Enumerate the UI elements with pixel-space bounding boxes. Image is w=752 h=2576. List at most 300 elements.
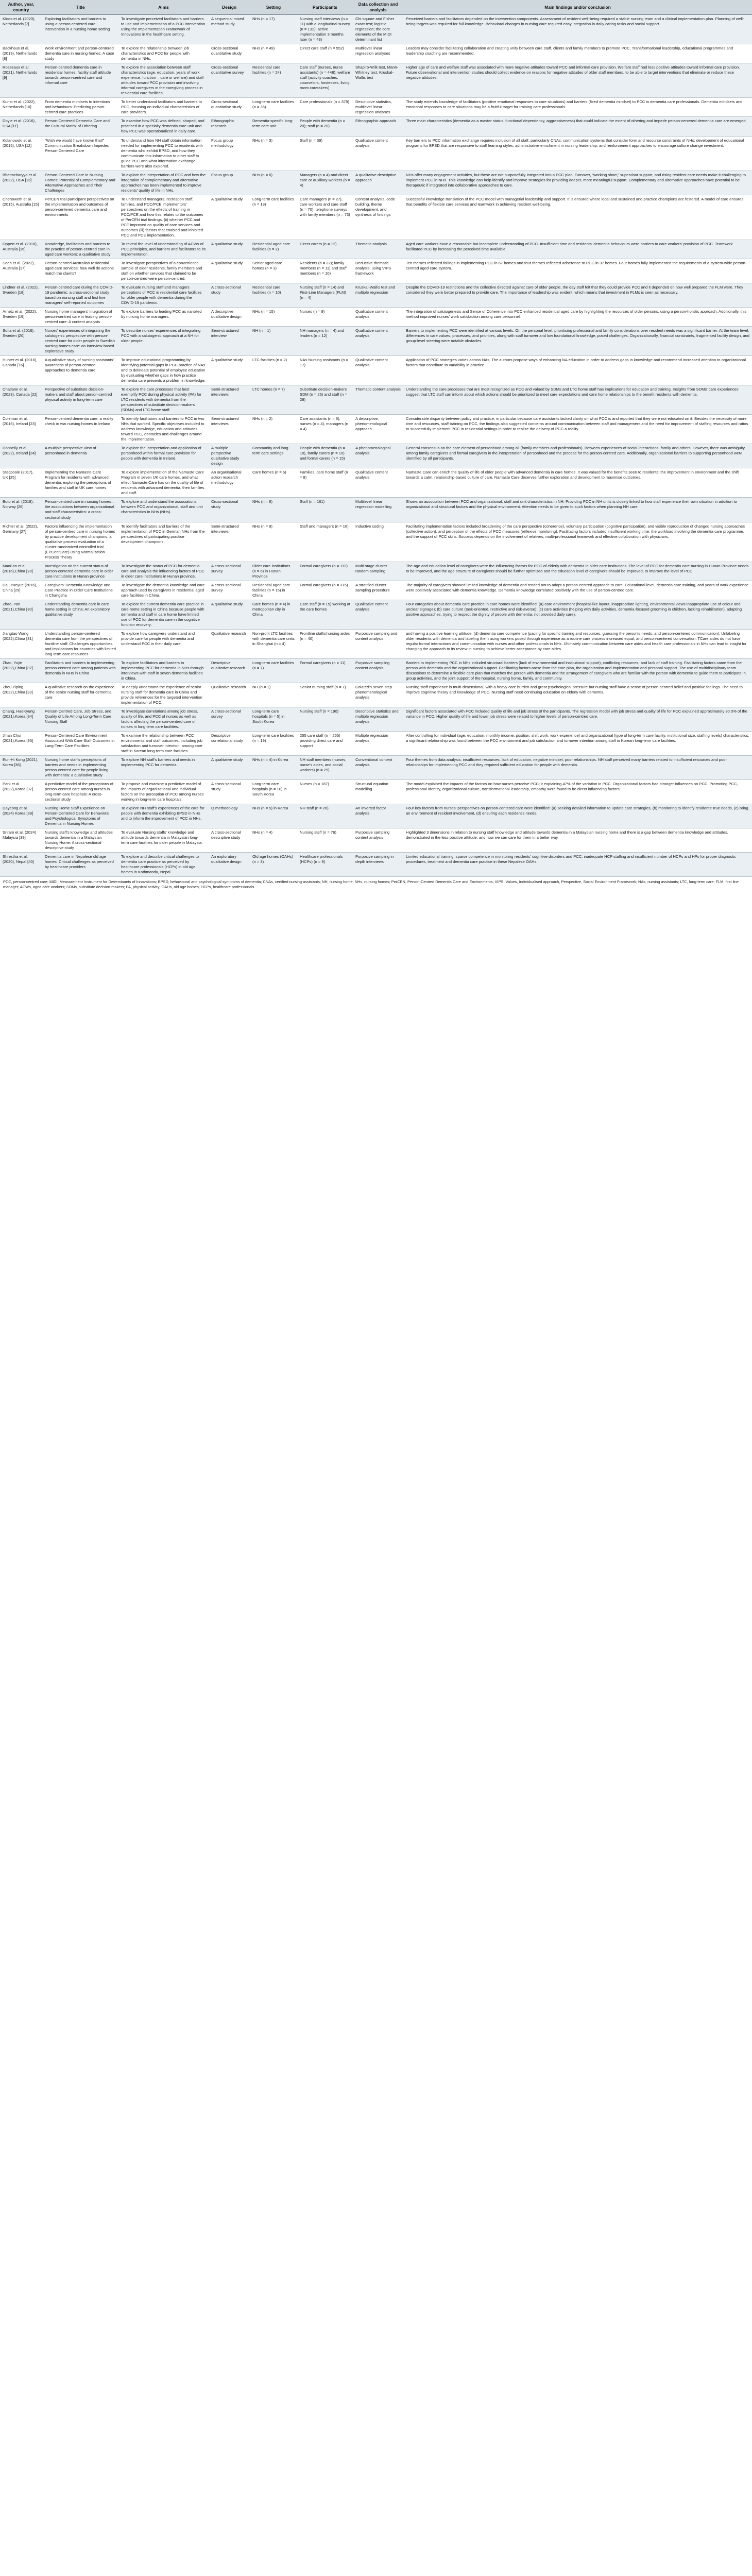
cell-findings: NHs offer many engagement activities, but these are not purposefully integrated into a PCC plan. Turnover, “working short,” supervisor support, and rising resident care needs make it challenging to implement PCC in NHs. This knowledge can help identify and improve strategies for providing deeper, more meaningful support. Complementary and alternative approaches have potential to be therapeutic if integrated into collaborative approaches to care. — [403, 171, 752, 195]
cell-design: Qualitative research — [209, 629, 250, 658]
cell-author: Zhou Yiping (2022),China [33] — [0, 683, 42, 707]
cell-data-collection: Shapiro-Wilk test, Mann-Whitney test, Kruskal-Wallis test — [353, 63, 403, 98]
cell-findings: The age and education level of caregivers were the influencing factors for PCC of elderly with dementia in older care institutions. The level of PCC for dementia care nursing in Hunan Province needs to be improved, and the age structure of caregivers should be further optimized and the education level of caregivers should be improved, to improve the level of PCC. — [403, 562, 752, 581]
cell-participants: Families, care home staff (n = 8) — [297, 468, 353, 498]
cell-aims: To explore how caregivers understand and provide care for people with dementia and understand PCC in their daily care. — [118, 629, 209, 658]
cell-design: Semi-structured interviews — [209, 385, 250, 415]
cell-aims: To understand managers, recreation staff, families, and PCC/PCE implementors' perspectives on the effects of training in PCC/PCE and how this relates to the outcomes of PerCEN trial findings. (ii) whether PCC and PCE improved on quality of care services and outcomes (iii) factors that enabled and inhibited PCC and PCE implementation. — [118, 195, 209, 240]
header-setting: Setting — [250, 0, 297, 15]
cell-author: Zhao, Yujie (2022),China [32] — [0, 658, 42, 683]
cell-title: Dementia care in Nepalese old age homes: Critical challenges as perceived by healthcare providers — [42, 853, 118, 877]
cell-findings: Aged care workers have a reasonable but incomplete understanding of PCC. Insufficient time and residents' dementia behaviours were barriers to care workers' provision of PCC. Teamwork facilitated PCC by increasing the perceived time available. — [403, 240, 752, 259]
cell-setting: Long-term care facilities (n = 7) — [250, 658, 297, 683]
cell-setting: LTC homes (n = 7) — [250, 385, 297, 415]
cell-design: A qualitative study — [209, 756, 250, 780]
cell-title: Nurses' experiences of integrating the salutogenic perspective with person-centred care for older people in Swedish nursing homes care: an interview-based explorative study — [42, 327, 118, 356]
cell-setting: Care homes (n = 6) — [250, 468, 297, 498]
table-row — [0, 498, 752, 522]
table-row — [0, 63, 752, 98]
cell-title: Person-centred Australian residential aged care services: how well do actions match the claims? — [42, 259, 118, 283]
cell-findings: Despite the COVID-19 restrictions and the collective directed against care of older people, the day staff felt that they could provide PCC and it depended on how well prepared the FLM were. They considered they were better prepared to provide care. The importance of leadership was evident, which means that investment in FLMs is seen as necessary. — [403, 283, 752, 307]
cell-author: Dayeong et al. (2024) Korea [38] — [0, 804, 42, 828]
cell-aims: To explore implementation of the Namaste Care Program in seven UK care homes, and what effect Namaste Care has on the quality of life of residents with advanced dementia, their families and staff. — [118, 468, 209, 498]
cell-design: Q methodology — [209, 804, 250, 828]
cell-participants: Nursing staff interviews (n = 11) with a longitudinal survey (n = 132); active implementation 3 months later (n = 43) — [297, 15, 353, 44]
cell-data-collection: An inverted factor analysis — [353, 804, 403, 828]
table-row — [0, 468, 752, 498]
table-row — [0, 683, 752, 707]
table-row — [0, 356, 752, 385]
cell-participants: Formal caregivers (n = 11) — [297, 658, 353, 683]
cell-design: A cross-sectional survey — [209, 581, 250, 600]
cell-author: Coleman et al. (2016), Ireland [23] — [0, 415, 42, 444]
cell-aims: To identify facilitators and barriers to PCC in two NHs that worked. Specific objectives included to address knowledge, education and attitudes toward PCC, obstacles and challenges around the implementation. — [118, 415, 209, 444]
cell-author: Richter et al. (2022), Germany [27] — [0, 522, 42, 562]
cell-setting: NHs (n = 5) in Korea — [250, 804, 297, 828]
table-row — [0, 327, 752, 356]
cell-title: Exploring facilitators and barriers to using a person centered care intervention in a nursing home setting — [42, 15, 118, 44]
cell-aims: To better understand facilitators and barriers to PCC, focusing on individual characteristics of care providers. — [118, 98, 209, 117]
cell-findings: Considerable disparity between policy and practice, in particular because care assistants lacked clarity on what PCC is and reported that they were not educated on it. Besides the necessity of more time and resources, staff training on PCC, the findings also suggested concerns around communication between staff and management and the need for improvement of staffing resources and ratios to successfully implement PCC in residential settings in order to realize the delivery of PCC a reality. — [403, 415, 752, 444]
cell-setting: Older care institutions (n = 6) in Hunan Province — [250, 562, 297, 581]
cell-participants: Direct care staff (n = 552) — [297, 44, 353, 63]
cell-data-collection: A phenomenological analysis — [353, 444, 403, 468]
cell-participants: Care professionals (n = 379) — [297, 98, 353, 117]
cell-author: Boto et al. (2018), Norway [26] — [0, 498, 42, 522]
table-header — [0, 0, 752, 15]
cell-title: Nursing home staff's perceptions of barriers and needs in implementing person-centred care for people living with dementia: a qualitative study — [42, 756, 118, 780]
header-design: Design — [209, 0, 250, 15]
cell-setting: NHs (n = 4) in Korea — [250, 756, 297, 780]
cell-author: Jihan Choi (2021),Korea [35] — [0, 732, 42, 756]
header-data-collection: Data collection and analysis — [353, 0, 403, 15]
cell-title: Person-Centered Care Environment Associated With Care Staff Outcomes in Long-Term Care Facilities — [42, 732, 118, 756]
cell-findings: General consensus on the core element of personhood among all (family members and professionals). Between experiences of social interactions, family and others. However, there was ambiguity among family caregivers and formal caregivers in the interpretation of personhood and the process for the person-centred care. Additionally, organizational barriers to supporting personhood were identified by all participants. — [403, 444, 752, 468]
cell-design: Cross-sectional quantitative study — [209, 98, 250, 117]
cell-aims: To explore the relationship between job characteristics and PCC for people with dementia in NHs. — [118, 44, 209, 63]
cell-data-collection: Structural equation modelling — [353, 780, 403, 804]
cell-setting: NHs (n = 3) — [250, 136, 297, 171]
cell-data-collection: Ethnographic approach — [353, 117, 403, 136]
cell-data-collection: Conventional content analysis — [353, 756, 403, 780]
cell-author: Chenoweth et al. (2015), Australia [15] — [0, 195, 42, 240]
cell-title: From dementia mindsets to intentions and behaviours: Predicting person-centred care practices — [42, 98, 118, 117]
table-row — [0, 171, 752, 195]
cell-setting: NHs (n = 17) — [250, 15, 297, 44]
cell-title: PerCEN trial participant perspectives on the implementation and outcomes of person-centered dementia care and environments — [42, 195, 118, 240]
cell-data-collection: A stratified cluster sampling procedure — [353, 581, 403, 600]
cell-aims: To explore and understand the associations between PCC and organizational, staff and unit characteristics in NHs (NHs). — [118, 498, 209, 522]
cell-participants: Nursing staff (n = 190) — [297, 707, 353, 732]
cell-findings: Nursing staff experience is multi-dimensional, with a heavy care burden and great psychological pressure but nursing staff have a sense of person-centred belief and positive feelings. The need to improve cognitive theory and knowledge of PCC. Nursing staff need continuing education on elderly with dementia. — [403, 683, 752, 707]
cell-author: Kolanowski et al. (2015), USA [12] — [0, 136, 42, 171]
cell-participants: Staff (n = 161) — [297, 498, 353, 522]
cell-findings: The majority of caregivers showed limited knowledge of dementia and tended not to adopt a person-centred approach to care. Educational level, dementia care training, and years of work experience were positively associated with dementia knowledge. Dementia knowledge correlated positively with the use of person-centred care. — [403, 581, 752, 600]
cell-participants: NH staff (n = 26) — [297, 804, 353, 828]
cell-participants: Nurses (n = 187) — [297, 780, 353, 804]
cell-data-collection: Multi-stage cluster random sampling — [353, 562, 403, 581]
cell-setting: NH (n = 1) — [250, 683, 297, 707]
cell-title: Person-centred dementia care in residential homes: facility staff attitude towards person-centred care and informal care — [42, 63, 118, 98]
cell-title: Implementing the Namaste Care Program for residents with advanced dementia: exploring the perceptions of families and staff in UK care homes — [42, 468, 118, 498]
cell-data-collection: Qualitative content analysis — [353, 136, 403, 171]
cell-setting: Long-term care facilities (n = 19) — [250, 195, 297, 240]
cell-setting: Long-term care hospitals (n = 5) in South Korea — [250, 707, 297, 732]
literature-table — [0, 0, 752, 877]
table-row — [0, 756, 752, 780]
cell-title: Knowledge, facilitators and barriers to the practice of person-centred care in aged care workers: a qualitative study — [42, 240, 118, 259]
cell-data-collection: Qualitative content analysis — [353, 307, 403, 326]
table-row — [0, 98, 752, 117]
cell-setting: NHs (n = 6) — [250, 498, 297, 522]
cell-design: Focus group methodology — [209, 136, 250, 171]
cell-participants: Nurses (n = 9) — [297, 307, 353, 326]
table-row — [0, 658, 752, 683]
cell-title: Person-Centered Dementia Care and the Cultural Matrix of Othering — [42, 117, 118, 136]
cell-participants: Frontline staffs/nursing aides (n = 40) — [297, 629, 353, 658]
cell-findings: Significant factors associated with PCC included quality of life and job stress of the participants. The regression model with job stress and quality of life for PCC explained approximately 30.0% of the variance in PCC. Higher quality of life and lower job stress were related to higher levels of person-centred care. — [403, 707, 752, 732]
cell-design: A multiple perspective qualitative study design — [209, 444, 250, 468]
table-row — [0, 600, 752, 629]
cell-title: Investigation on the current status of person-centered dementia care in older care institutions in Hunan province — [42, 562, 118, 581]
cell-data-collection: Purposive sampling and content analysis — [353, 629, 403, 658]
cell-title: Person-Centred Care, Job Stress, and Quality of Life Among Long-Term Care Nursing Staff — [42, 707, 118, 732]
cell-aims: To deeply understand the experience of senior nursing staff for dementia care in China and provide references for the targeted intervention implementation of PCC. — [118, 683, 209, 707]
cell-aims: To explore NH staff's barriers and needs in implementing PCC for dementia. — [118, 756, 209, 780]
cell-design: Cross-sectional quantitative study — [209, 44, 250, 63]
cell-data-collection: Purposive sampling in depth interviews — [353, 853, 403, 877]
cell-findings: Four themes from data analysis: insufficient resources, lack of education, negative mindset, poor relationships. NH staff perceived many barriers related to insufficient resources and poor relationships for implementing PCC and they required sufficient education for people with dementia. — [403, 756, 752, 780]
cell-data-collection: Content analysis, code building, theme development, and synthesis of findings — [353, 195, 403, 240]
table-row — [0, 804, 752, 828]
cell-setting: NH (n = 1) — [250, 327, 297, 356]
cell-setting: Old age homes (OAHs) (n = 3) — [250, 853, 297, 877]
cell-design: A qualitative study — [209, 240, 250, 259]
header-title: Title — [42, 0, 118, 15]
cell-participants: Substitute decision-makers SDM (n = 26) and staff (n = 28) — [297, 385, 353, 415]
cell-findings: Ten themes reflected failings in implementing PCC in 67 homes and four themes reflected adherence to PCC in 37 homes. Four homes fully implemented the requirements of a system-wide person-centred aged care system. — [403, 259, 752, 283]
table-row — [0, 195, 752, 240]
cell-aims: To explore and describe critical challenges to dementia care practice as perceived by healthcare professionals (HCPs) in old age homes in Kathmandu, Nepal. — [118, 853, 209, 877]
cell-title: Nursing staff's knowledge and attitudes towards dementia in a Malaysian Nursing Home: A cross-sectional descriptive study — [42, 828, 118, 853]
table-row — [0, 240, 752, 259]
cell-findings: The integration of salutogenesis and Sense of Coherence into PCC enhanced residential aged care by highlighting the resources of older persons, using a person-holistic approach. Additionally, this method improved nurses' work satisfaction among care personnel. — [403, 307, 752, 326]
cell-aims: To explore the interpretation and application of personhood within formal care provision for people with dementia in Ireland. — [118, 444, 209, 468]
cell-title: A predictive model of the perceptions of person-centred care among nurses in long-term care hospitals: A cross-sectional study — [42, 780, 118, 804]
cell-findings: The study extends knowledge of facilitators (positive emotional responses to care situations) and barriers (fixed dementia mindset) to PCC in dementia care professionals. Dementia mindsets and emotional responses to care situations may be a fruitful target for training care professionals. — [403, 98, 752, 117]
cell-participants: Staff (n = 39) — [297, 136, 353, 171]
cell-participants: Residents (n = 22); family members (n = 11) and staff members (n = 10) — [297, 259, 353, 283]
table-row — [0, 444, 752, 468]
cell-design: A cross-sectional study — [209, 283, 250, 307]
table-row — [0, 522, 752, 562]
cell-author: Donnelly et al. (2022), Ireland [24] — [0, 444, 42, 468]
cell-design: A qualitative study — [209, 195, 250, 240]
cell-participants: Formal caregivers (n = 315) — [297, 581, 353, 600]
header-aims: Aims — [118, 0, 209, 15]
cell-title: Nursing Home Staff Experience on Person-Centered Care for Behavioral and Psychological Symptoms of Dementia in Nursing Homes — [42, 804, 118, 828]
cell-data-collection: Multiple regression analysis — [353, 732, 403, 756]
cell-findings: Facilitating implementation factors included broadening of the care perspective (coherence), voluntary participation (cognitive participation), and visible reproduction of changed nursing approaches (collective action), and perception of the effects of PCC measures (reflexive monitoring). Facilitating factors included insufficient working time, the workload involving the dementia care programme, and the support of PCC skills. Success depends on the involvement of relatives, multi-professional teamwork and effective collaboration with physicians. — [403, 522, 752, 562]
cell-aims: To investigate perspectives of a convenience sample of older residents, family members and staff on whether services that claimed to be person-centred were person-centred. — [118, 259, 209, 283]
cell-participants: NH staff members (nurses, nurse's aides, and social workers) (n = 29) — [297, 756, 353, 780]
cell-participants: Healthcare professionals (HCPs) (n = 9) — [297, 853, 353, 877]
table-row — [0, 44, 752, 63]
table-row — [0, 307, 752, 326]
cell-data-collection: Kruskal-Wallis test and multiple regression — [353, 283, 403, 307]
cell-author: Eun-Hi Kong (2021), Korea [36] — [0, 756, 42, 780]
cell-design: A qualitative study — [209, 356, 250, 385]
cell-participants: People with dementia (n = 20); staff (n = 20) — [297, 117, 353, 136]
cell-author: Seah et al. (2022), Australia [17] — [0, 259, 42, 283]
cell-setting: Residential care facilities (n = 24) — [250, 63, 297, 98]
cell-participants: Staff and managers (n = 16) — [297, 522, 353, 562]
table-container — [0, 0, 752, 892]
cell-design: Cross-sectional quantitative survey — [209, 63, 250, 98]
cell-author: Sriram et al. (2024) Malaysia [39] — [0, 828, 42, 853]
cell-title: Perspective of substitute decision-makers and staff about person-centred physical activity in long-term care — [42, 385, 118, 415]
cell-setting: Long-term care facilities (n = 36) — [250, 98, 297, 117]
cell-title: Caregivers' Dementia Knowledge and Care Practice in Older Care Institutions in Changsha — [42, 581, 118, 600]
cell-author: Park et al. (2022),Korea [37] — [0, 780, 42, 804]
cell-data-collection: Qualitative content analysis — [353, 468, 403, 498]
cell-findings: Leaders may consider facilitating collaboration and creating unity between care staff, clients and family members to promote PCC. Transformational leadership, educational programmes and leadership coaching are recommended. — [403, 44, 752, 63]
cell-participants: Care assistants (n = 6), nurses (n = 4), managers (n = 4) — [297, 415, 353, 444]
cell-participants: 255 care staff (n = 255) providing direct care and support — [297, 732, 353, 756]
cell-setting: NHs (n = 49) — [250, 44, 297, 63]
cell-design: Descriptive qualitative research — [209, 658, 250, 683]
cell-aims: To investigate the status of PCC for dementia care and analysis the influencing factors of PCC in older care institutions in Hunan province. — [118, 562, 209, 581]
cell-data-collection: Multilevel linear regression modelling — [353, 498, 403, 522]
cell-author: Chang, HaeKyung (2021),Korea [34] — [0, 707, 42, 732]
cell-aims: To propose and examine a predictive model of the impacts of organizational and individual factors on the perception of PCC among nurses working in long-term care hospitals. — [118, 780, 209, 804]
cell-title: “Wish we would have known that!” Communication Breakdown Impedes Person-Centered Care — [42, 136, 118, 171]
cell-aims: To examine the relationship between PCC environments and staff outcomes, including job satisfaction and turnover intention, among care staff in Korean long-term care facilities. — [118, 732, 209, 756]
table-row — [0, 853, 752, 877]
cell-title: Factors influencing the implementation of person-centred care in nursing homes by practice development champions: a qualitative process evaluation of a cluster-randomized controlled trial (EPCentCare) using Normalization Process Theory — [42, 522, 118, 562]
cell-author: Zhao, Yan (2021),China [30] — [0, 600, 42, 629]
cell-data-collection: A descriptive, phenomenological approach — [353, 415, 403, 444]
cell-aims: To describe nurses' experiences of integrating PCC with a salutogenic approach at a NH for older people. — [118, 327, 209, 356]
header-row — [0, 0, 752, 15]
cell-participants: Senior nursing staff (n = 7) — [297, 683, 353, 707]
table-row — [0, 15, 752, 44]
cell-design: Cross-sectional study — [209, 498, 250, 522]
table-row — [0, 707, 752, 732]
cell-aims: To identify facilitators and barriers of the implementation of PCC in German NHs from the perspectives of participating practice development champions. — [118, 522, 209, 562]
cell-author: Kunst et al. (2022), Netherlands [10] — [0, 98, 42, 117]
cell-title: Person-centred care during the COVID-19 pandemic: a cross-sectional study based on nursing staff and first line managers' self-reported outcomes — [42, 283, 118, 307]
cell-title: Person-Centered Care in Nursing Homes: Potential of Complementary and Alternative Approaches and Their Challenges — [42, 171, 118, 195]
cell-participants: Direct carers (n = 12) — [297, 240, 353, 259]
cell-aims: To explore the care processes that best exemplify PCC during physical activity (PA) for LTC residents with dementia from the perspectives of substitute decision-makers (SDMs) and LTC home staff. — [118, 385, 209, 415]
cell-data-collection: Thematic analysis — [353, 240, 403, 259]
cell-participants: Care staff (nurses, nurse assistants) (n = 448); welfare staff (activity coaches, counselors, hostesses, living room caretakers) — [297, 63, 353, 98]
cell-participants: Managers (n = 4) and direct care or auxiliary workers (n = 4) — [297, 171, 353, 195]
table-row — [0, 259, 752, 283]
cell-data-collection: Qualitative content analysis — [353, 356, 403, 385]
cell-setting: NHs (n = 9) — [250, 522, 297, 562]
table-row — [0, 629, 752, 658]
cell-title: A multiple perspective view of personhood in dementia — [42, 444, 118, 468]
cell-title: A qualitative study of nursing assistants' awareness of person-centred approaches to dementia care — [42, 356, 118, 385]
cell-design: A cross-sectional survey — [209, 562, 250, 581]
table-row — [0, 415, 752, 444]
cell-design: Semi-structured interviews — [209, 415, 250, 444]
cell-setting: Long-term care hospitals (n = 10) in South Korea — [250, 780, 297, 804]
cell-findings: Barriers to implementing PCC in NHs included structural barriers (lack of environmental and institutional support), conflicting resources, and lack of staff training. Facilitating factors came from the person with dementia and the organizational support. Facilitating factors arose from the care plan, the organization and implementation and personal support. The use of multidisciplinary team discussions to determine a flexible care plan that matches the person with dementia and the arrangement of caregivers who are familiar with the person with dementia to guide them to participate in group activities, and the joint support of the hospital, nursing home, family, and community. — [403, 658, 752, 683]
cell-aims: To evaluate Nursing staffs' knowledge and attitude towards dementia in Malaysian long-term care facilities for older people in Malaysia. — [118, 828, 209, 853]
cell-setting: NHs (n = 4) — [250, 828, 297, 853]
cell-design: A sequential mixed method study — [209, 15, 250, 44]
cell-setting: Care homes (n = 4) in metropolitan city in China — [250, 600, 297, 629]
cell-setting: LTC facilities (n = 2) — [250, 356, 297, 385]
cell-design: An exploratory qualitative design — [209, 853, 250, 877]
cell-data-collection: Purposive sampling content analysis — [353, 658, 403, 683]
cell-findings: Four key factors from nurses' perspectives on person-centered care were identified: (a) seeking detailed information to update care strategies, (b) monitoring to identify residents' true needs, (c) bring an environment of resident involvement, (d) ensuring each resident's needs. — [403, 804, 752, 828]
cell-design: Ethnographic research — [209, 117, 250, 136]
cell-author: MaoFan et al. (2016),China [28] — [0, 562, 42, 581]
cell-data-collection: Thematic content analysis — [353, 385, 403, 415]
table-row — [0, 385, 752, 415]
header-participants: Participants — [297, 0, 353, 15]
cell-title: Nursing home managers' integration of person-centred care in leading person-centred care: A content analysis — [42, 307, 118, 326]
cell-participants: People with dementia (n = 10), family carers (n = 10) and formal carers (n = 15) — [297, 444, 353, 468]
cell-aims: To improve educational programming by identifying potential gaps in PCC practice of NAs and to delineate potential of employee education by evaluating whether gaps in how practice dementia care presents a problem in knowledge. — [118, 356, 209, 385]
cell-setting: NHs (n = 15) — [250, 307, 297, 326]
cell-aims: To evaluate nursing staff and managers perceptions of PCC in residential care facilities for older people with dementia during the COVID-19 pandemic. — [118, 283, 209, 307]
cell-title: Person-centred care in nursing homes—the associations between organizational and staff characteristics: a cross-sectional study — [42, 498, 118, 522]
cell-setting: Community and long-term care settings — [250, 444, 297, 468]
cell-setting: Senior aged care homes (n = 3) — [250, 259, 297, 283]
cell-title: Person-centred dementia care: a reality check in two nursing homes in Ireland — [42, 415, 118, 444]
cell-participants: Care staff (n = 15) working at the care homes — [297, 600, 353, 629]
cell-design: A cross-sectional survey — [209, 707, 250, 732]
cell-author: Sofia et al. (2016), Sweden [20] — [0, 327, 42, 356]
cell-findings: and having a positive learning attitude: (d) dementia care competence (pacing for specific training and resources, guessing the person's needs, and person-centered communication). Unlabeling older residents with dementia and labeling them using workers posed through experience as a routine care process increased equal, and person-centered conversation. TCare aides do not have regular formal interactions and communication with nurses and other professionals in NHs. Ultimately communication between care aides and health care professionals in NHs can lead to insight for changing the approach to its review in nursing to achieve better acceptance by care aides. — [403, 629, 752, 658]
cell-aims: To investigate correlations among job stress, quality of life, and PCC of nurses as well as factors affecting the person-centred care of nurses in long term care facilities. — [118, 707, 209, 732]
cell-title: Facilitators and barriers to implementing person-centred care among patients with dementia in NHs in China — [42, 658, 118, 683]
cell-aims: To understand how NH staff obtain information needed for implementing PCC to residents with dementia who exhibit BPSD, and how they communicate this information to other staff to guide PCC and what information exchange barriers were also explored. — [118, 136, 209, 171]
cell-findings: Higher age of care and welfare staff was associated with more negative attitudes toward PCC and informal care provision. Welfare staff had less positive attitudes toward informal care provision. Future observational and intervention studies should collect evidence on reasons for negative attitudes of older staff members, to be able to target interventions that eliminate or reduce these negative attitudes. — [403, 63, 752, 98]
cell-setting: Residential aged care facilities (n = 2) — [250, 240, 297, 259]
cell-participants: Formal caregivers (n = 112) — [297, 562, 353, 581]
cell-aims: To explore NH staff's experiences of the care for people with dementia exhibiting BPSD in NHs and to inform the improvement of PCC in NHs. — [118, 804, 209, 828]
cell-findings: Successful knowledge translation of the PCC model with managerial leadership and support. It is ensured where local and sustained and practice champions are fostered. A model of care ensures that benefits of flexible care services and teamwork in achieving resident well-being. — [403, 195, 752, 240]
cell-setting: NHs (n = 2) — [250, 415, 297, 444]
cell-findings: Perceived barriers and facilitators depended on the intervention components. Assessment of resident well-being required a stable nursing team and a clinical implementation plan. Planning of well-being targets was required for full knowledge. Behavioral changes in nursing care required easy integration in daily caring tasks and social support. — [403, 15, 752, 44]
cell-data-collection: Deductive thematic analysis, using VIPS framework — [353, 259, 403, 283]
cell-data-collection: Qualitative content analysis — [353, 327, 403, 356]
cell-design: Focus group — [209, 171, 250, 195]
cell-author: Lindner et al. (2022), Sweden [18] — [0, 283, 42, 307]
cell-author: Hunter et al. (2016), Canada [16] — [0, 356, 42, 385]
cell-findings: After controlling for individual (age, education, monthly income, position, shift work, work experience) and organizational (type of long-term care facility, institutional size, staffing levels) characteristics, a significant relationship was found between the PCC environment and job satisfaction and turnover intention among staff in Korean long-term care facilities. — [403, 732, 752, 756]
cell-aims: To explore barriers to leading PCC as narrated by nursing home managers. — [118, 307, 209, 326]
cell-findings: Application of PCC strategies varies across NAs. The authors propose ways of enhancing NA education in order to address gaps in knowledge and recommend increased attention to organizational factors that contribute to variability in practice. — [403, 356, 752, 385]
cell-author: Arnetz et al. (2022), Sweden [19] — [0, 307, 42, 326]
cell-design: A cross-sectional descriptive study — [209, 828, 250, 853]
cell-aims: To explore the interpretation of PCC and how the integration of complementary and alternative approaches has been implemented to improve residents' quality of life in NHs. — [118, 171, 209, 195]
cell-participants: Nursing staff (n = 14) and First-Line Managers (FLM) (n = 4) — [297, 283, 353, 307]
cell-setting: Residential aged care facilities (n = 15) in China — [250, 581, 297, 600]
cell-author: Bhattacharyya et al. (2022), USA [13] — [0, 171, 42, 195]
cell-data-collection: A qualitative descriptive approach — [353, 171, 403, 195]
cell-setting: Dementia-specific long-term care unit — [250, 117, 297, 136]
cell-author: Shrestha et al. (2020), Nepal [40] — [0, 853, 42, 877]
cell-author: Kloos et al. (2020), Netherlands [7] — [0, 15, 42, 44]
cell-design: Semi-structured interview — [209, 327, 250, 356]
cell-author: Dai, Yueyue (2016), China [29] — [0, 581, 42, 600]
table-row — [0, 117, 752, 136]
table-row — [0, 828, 752, 853]
cell-aims: To explore the association between staff characteristics (age, education, years of work experience, function – care or welfare) and staff attitudes toward PCC provision and involving informal caregivers in the caregiving process in residential care facilities. — [118, 63, 209, 98]
table-row — [0, 581, 752, 600]
cell-design: Semi-structured interviews — [209, 522, 250, 562]
cell-design: Qualitative research — [209, 683, 250, 707]
cell-data-collection: Inductive coding — [353, 522, 403, 562]
cell-setting: Residential care facilities (n = 10) — [250, 283, 297, 307]
cell-title: A qualitative research on the experience of the senior nursing staff for dementia care — [42, 683, 118, 707]
cell-author: Jiangtao Wang (2022),China [31] — [0, 629, 42, 658]
cell-setting: NHs (n = 6) — [250, 171, 297, 195]
cell-title: Work environment and person-centered dementia care in nursing homes: A case study — [42, 44, 118, 63]
table-footnote: PCC, person-centred care; MIDI, Measurement Instrument for Determinants of Innovations; BPSD, behavioural and psychological symptoms of dementia; CNAs, certified nursing assistants; NH, nursing home; NHs, nursing homes; PerCEN, Person-Centred Dementia Care and Environments; VIPS, Values, Individualised approach, Perspective, Social Environment Framework; NAs, nursing assistants; LTC, long-term care; FLM, first line manager; ACWs, aged care workers; SDMs, substitute decision-makers; PA, physical activity; OAHs, old age homes; HCPs, healthcare professionals. — [3, 879, 739, 890]
cell-setting: Non-profit LTC facilities with dementia care units in Shanghai (n = 4) — [250, 629, 297, 658]
cell-findings: Namaste Care can enrich the quality of life of older people with advanced dementia in care homes. It was valued for the benefits seen to residents: the improvement in environment and the shift towards a calm, relationship-based culture of care. Namaste Care deserves further exploration and development to maximise outcomes. — [403, 468, 752, 498]
cell-participants: Nursing staff (n = 76) — [297, 828, 353, 853]
table-row — [0, 136, 752, 171]
cell-participants: NH managers (n = 4) and leaders (n = 12) — [297, 327, 353, 356]
cell-findings: Key barriers to PCC information exchange requires inclusion of all staff, particularly CNAs; communication systems that consider form and resource constraints of NHs; development of educational programs for BPSD that are responsive to staff learning styles; administrative enrichment in nursing leadership; and reinforcement approaches to encourage culture change investment. — [403, 136, 752, 171]
cell-aims: To investigate the dementia knowledge and care approach used by caregivers in residential aged care facilities in China. — [118, 581, 209, 600]
header-findings: Main findings and/or conclusion — [403, 0, 752, 15]
cell-aims: To explore facilitators and barriers to implementing PCC for dementia in NHs through interviews with staff in seven dementia facilities in China. — [118, 658, 209, 683]
cell-author: Rosseaux et al. (2021), Netherlands [9] — [0, 63, 42, 98]
cell-data-collection: Multilevel linear regression analyses — [353, 44, 403, 63]
cell-design: An organisational action research methodology — [209, 468, 250, 498]
cell-data-collection: Colaizzi's seven-step phenomenological analysis — [353, 683, 403, 707]
cell-setting: Long-term care facilities (n = 19) — [250, 732, 297, 756]
cell-findings: Four categories about dementia care practice in care homes were identified: (a) care environment (hospital-like layout, inappropriate lighting, environmental views inappropriate use of colour and unclear signage); (b) care culture (task-oriented, restrictive and risk-averse); (c) care activities (helping with daily activities, dementia-focused grooming in children, lacking rehabilitation), adapting positive approaches, trying to respect the dignity of people with dementia, not provided daily care). — [403, 600, 752, 629]
cell-data-collection: Descriptive statistics, multilevel linear regression analyses — [353, 98, 403, 117]
cell-design: A descriptive qualitative design — [209, 307, 250, 326]
table-row — [0, 283, 752, 307]
table-body — [0, 15, 752, 877]
cell-data-collection: Chi-square and Fisher exact test; logistic regression; the core elements of the MIDI determinant list — [353, 15, 403, 44]
cell-aims: To reveal the level of understanding of ACWs of PCC principles, and barriers and facilitators to its implementation. — [118, 240, 209, 259]
cell-design: Descriptive, correlational study — [209, 732, 250, 756]
cell-participants: NAs Nursing assistants (n = 17) — [297, 356, 353, 385]
cell-author: Stacpoole (2017), UK [25] — [0, 468, 42, 498]
cell-data-collection: Purposive sampling content analysis — [353, 828, 403, 853]
cell-findings: The model explained the impacts of the factors on how nurses perceive PCC; it explaining 47% of the variation in PCC. Organizational factors had stronger influences on PCC. Promoting PCC, professional identity, organizational culture, transformational leadership, empathy were found to be direct influencing factors. — [403, 780, 752, 804]
cell-author: Oppert et al. (2018), Australia [16] — [0, 240, 42, 259]
cell-aims: To examine how PCC was defined, shaped, and practiced in a specialty dementia care unit and how PCC was operationalized in daily care. — [118, 117, 209, 136]
cell-author: Doyle et al. (2016), USA [11] — [0, 117, 42, 136]
cell-title: Understanding dementia care in care home setting in China: An exploratory qualitative study — [42, 600, 118, 629]
table-row — [0, 562, 752, 581]
cell-aims: To explore the current dementia care practice in care home setting in China because people with dementia and staff in care home have limited use of PCC for dementia care in the cognitive function recovery. — [118, 600, 209, 629]
cell-design: A qualitative study — [209, 259, 250, 283]
cell-findings: Barriers to implementing PCC were identified at various levels. On the personal level, prioritising professional and family considerations over resident needs was a significant barrier. At the team level, differences in care values, processes, and priorities, along with staff turnover and low foundational knowledge, posed challenges. Organizationally, financial constraints, fragmented facility design, and group-level steering were notable obstacles. — [403, 327, 752, 356]
cell-findings: Shows an association between PCC and organizational, staff and unit characteristics in NH. Providing PCC in NH units is closely linked to how staff experience their own situation in addition to organizational and structural factors and the physical environment. Attention needs to be given to such factors when planning NH care. — [403, 498, 752, 522]
cell-author: Backhaus et al. (2019), Netherlands [8] — [0, 44, 42, 63]
cell-findings: Highlighted 3 dimensions in relation to nursing staff knowledge and attitude towards dementia in a Malaysian nursing home and there is a gap between dementia knowledge and attitudes, demonstrated in the less positive attitude, and how we can care for them in a better way. — [403, 828, 752, 853]
cell-author: Chatlane et al. (2023), Canada [22] — [0, 385, 42, 415]
cell-findings: Limited educational training, sparse competence in monitoring residents' cognitive disorders and PCC, inadequate HCP staffing and insufficient number of HCPs and HPs for proper diagnostic procedures, treatment and dementia care practice in these Nepalese OAHs. — [403, 853, 752, 877]
cell-findings: Understanding the care processes that are most recognized as PCC and valued by SDMs and LTC home staff has implications for education and training. Insights from SDMs' care experiences suggest that LTC staff can inform about which actions should be prioritized to meet care expectations and care home relationships to the benefit residents with dementia. — [403, 385, 752, 415]
